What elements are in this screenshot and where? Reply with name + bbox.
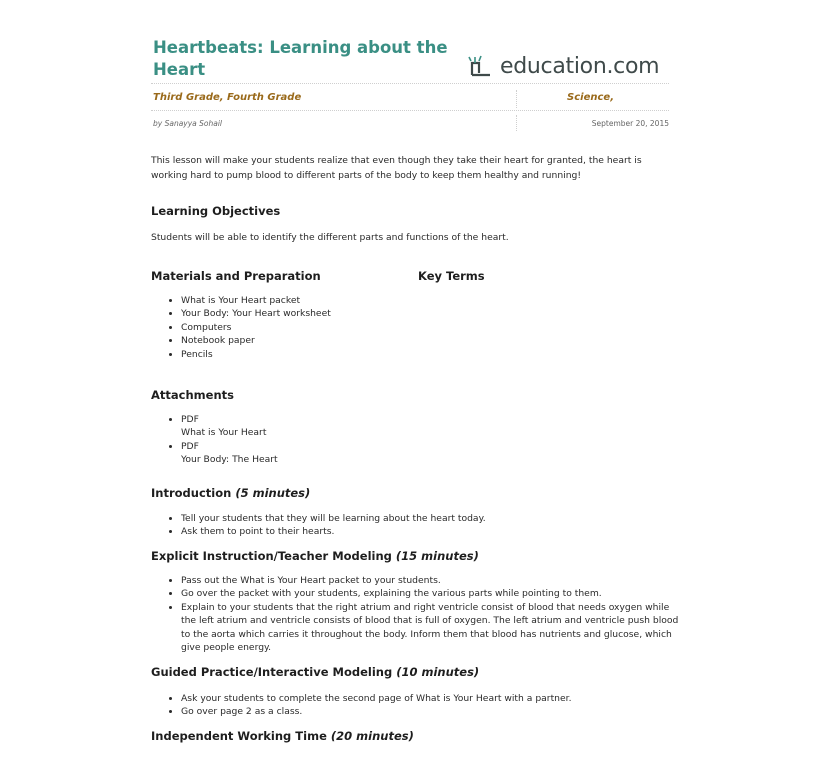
explicit-instruction-list bbox=[167, 574, 686, 654]
list-item: • Computers bbox=[181, 321, 686, 334]
attachments-heading: Attachments bbox=[151, 388, 234, 402]
attachment-type: PDF bbox=[181, 414, 199, 425]
author: by Sanayya Sohail bbox=[153, 119, 223, 128]
materials-heading: Materials and Preparation bbox=[151, 269, 321, 283]
guided-practice-list bbox=[167, 692, 686, 719]
intro-paragraph: This lesson will make your students realize that even though they take their heart for granted, the heart is working hard to pump blood to different parts of the body to keep them healthy and running! bbox=[151, 155, 642, 181]
attachment-item[interactable] bbox=[181, 413, 686, 440]
section-title: Explicit Instruction/Teacher Modeling bbox=[151, 549, 392, 563]
divider bbox=[516, 115, 517, 131]
list-item: • Go over page 2 as a class. bbox=[181, 705, 686, 718]
list-item: • Ask your students to complete the second page of What is Your Heart with a partner. bbox=[181, 692, 686, 705]
attachment-link[interactable]: What is Your Heart bbox=[181, 427, 267, 439]
independent-working-heading bbox=[151, 729, 414, 743]
attachment-link[interactable]: Your Body: The Heart bbox=[181, 454, 278, 466]
list-item: • Go over the packet with your students, explaining the various parts while pointing to them. bbox=[181, 587, 686, 600]
date: September 20, 2015 bbox=[591, 119, 669, 128]
materials-list bbox=[167, 294, 686, 361]
introduction-list bbox=[167, 512, 686, 539]
section-duration: (10 minutes) bbox=[396, 665, 480, 679]
subject: Science, bbox=[567, 92, 614, 103]
learning-objectives-heading: Learning Objectives bbox=[151, 204, 281, 218]
section-duration: (20 minutes) bbox=[330, 729, 414, 743]
list-item: • Your Body: Your Heart worksheet bbox=[181, 307, 686, 320]
list-item: • Pass out the What is Your Heart packet to your students. bbox=[181, 574, 686, 587]
list-item: • Pencils bbox=[181, 348, 686, 361]
explicit-instruction-heading bbox=[151, 549, 479, 563]
attachment-type: PDF bbox=[181, 440, 199, 452]
section-duration: (15 minutes) bbox=[395, 549, 479, 563]
education-com-logo[interactable] bbox=[468, 47, 659, 79]
divider bbox=[151, 110, 669, 111]
section-title: Guided Practice/Interactive Modeling bbox=[151, 665, 393, 679]
list-item: • What is Your Heart packet bbox=[181, 294, 686, 307]
logo-suffix: .com bbox=[606, 54, 660, 79]
divider bbox=[151, 83, 669, 84]
logo-text: education bbox=[500, 54, 607, 79]
attachments-list bbox=[167, 413, 686, 467]
book-logo-icon bbox=[468, 51, 498, 79]
guided-practice-heading bbox=[151, 665, 479, 679]
learning-objectives-text: Students will be able to identify the different parts and functions of the heart. bbox=[151, 232, 509, 243]
introduction-heading bbox=[151, 486, 310, 500]
page-title: Heartbeats: Learning about the Heart bbox=[153, 38, 448, 79]
list-item: • Tell your students that they will be learning about the heart today. bbox=[181, 512, 686, 525]
section-duration: (5 minutes) bbox=[235, 486, 311, 500]
section-title: Independent Working Time bbox=[151, 729, 327, 743]
list-item: • Notebook paper bbox=[181, 334, 686, 347]
key-terms-heading: Key Terms bbox=[418, 269, 485, 283]
attachment-item[interactable] bbox=[181, 440, 686, 467]
section-title: Introduction bbox=[151, 486, 232, 500]
divider bbox=[516, 90, 517, 108]
list-item: • Ask them to point to their hearts. bbox=[181, 525, 686, 538]
grade-levels: Third Grade, Fourth Grade bbox=[153, 92, 302, 103]
list-item: • Explain to your students that the right atrium and right ventricle consist of blood that needs oxygen while the left atrium and ventricle consists of blood that is full of oxygen. The left atrium and ventricle push blood to the aorta which carries it throughout the body. Inform them that blood has nutrients and glucose, which give people energy. bbox=[181, 601, 686, 655]
